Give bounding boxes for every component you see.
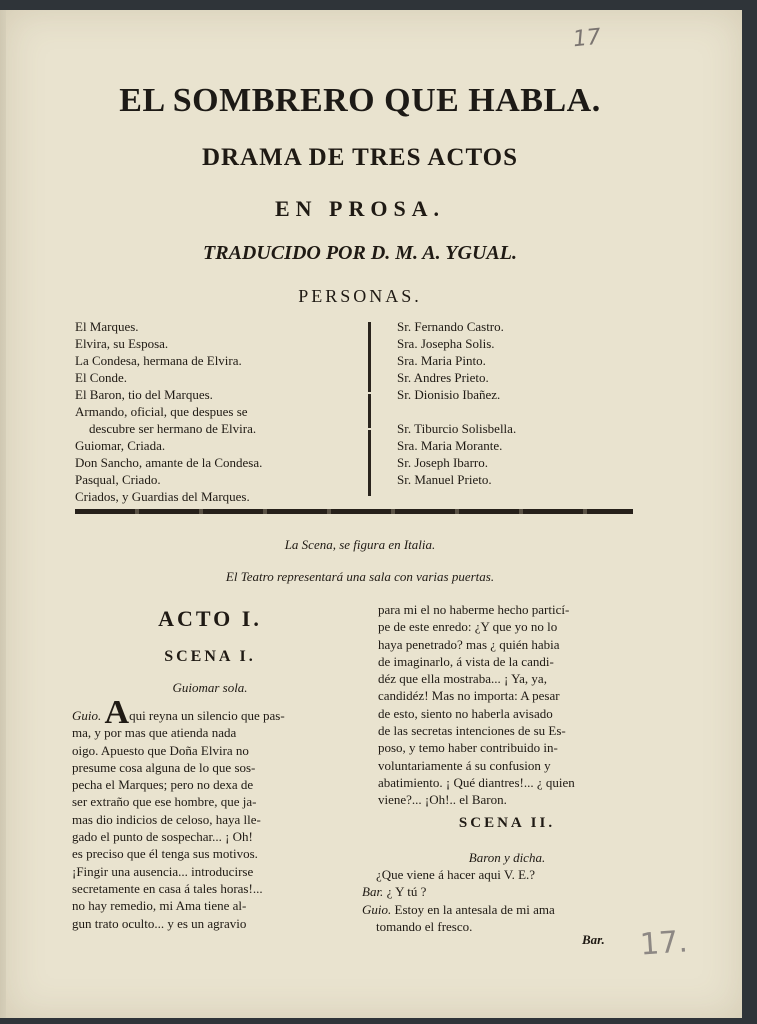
text-line: qui reyna un silencio que pas- xyxy=(129,708,285,723)
scene2-text xyxy=(362,866,637,935)
text-line: pecha el Marques; pero no dexa de xyxy=(72,777,254,793)
scene1-text xyxy=(72,694,347,932)
text-line: candidéz! Mas no importa: A pesar xyxy=(378,688,560,704)
ornamental-rule xyxy=(75,509,633,514)
text-line: presume cosa alguna de lo que sos- xyxy=(72,759,256,775)
text-line: gado el punto de sospechar... ¡ Oh! xyxy=(72,829,253,845)
dialogue-text: ¿Que viene á hacer aqui V. E.? xyxy=(376,867,536,882)
translator-credit: TRADUCIDO POR D. M. A. YGUAL. xyxy=(203,242,517,264)
cast-actor: Sr. Tiburcio Solisbella. xyxy=(397,421,517,436)
text-line: poso, y temo haber contribuido in- xyxy=(378,740,558,756)
text-line: de las secretas intenciones de su Es- xyxy=(378,723,566,739)
scene1-continued xyxy=(378,601,636,809)
scene-setting: La Scena, se figura en Italia. xyxy=(284,537,436,552)
cast-role: Armando, oficial, que despues se xyxy=(75,404,248,419)
play-title: EL SOMBRERO QUE HABLA. xyxy=(119,82,601,119)
text-line: oigo. Apuesto que Doña Elvira no xyxy=(72,742,249,758)
scene-heading: SCENA II. xyxy=(458,815,556,831)
dialogue-line xyxy=(362,866,637,883)
cast-role: Don Sancho, amante de la Condesa. xyxy=(75,455,263,470)
act-heading: ACTO I. xyxy=(158,606,262,631)
cast-role: Elvira, su Esposa. xyxy=(75,336,169,351)
cast-actor: Sr. Fernando Castro. xyxy=(397,319,504,334)
play-form: EN PROSA. xyxy=(274,196,446,221)
cast-brace xyxy=(368,322,371,392)
cast-actor: Sra. Josepha Solis. xyxy=(397,336,495,351)
cast-actor xyxy=(397,403,647,420)
cast-actors xyxy=(397,318,647,488)
cast-actor: Sr. Dionisio Ibañez. xyxy=(397,387,501,402)
dialogue-line xyxy=(362,883,637,900)
speaker-label: Guio. xyxy=(72,708,102,723)
stage-direction: Guiomar sola. xyxy=(172,680,248,695)
text-line: déz que ella mostraba... ¡ Ya, ya, xyxy=(378,671,547,687)
text-line: de imaginarlo, á vista de la candi- xyxy=(378,653,554,669)
dialogue-text: ¿ Y tú ? xyxy=(386,884,427,900)
cast-brace xyxy=(368,430,371,496)
cast-role: Pasqual, Criado. xyxy=(75,472,161,487)
cast-actor: Sra. Maria Pinto. xyxy=(397,353,486,368)
dialogue-text: Estoy en la antesala de mi ama xyxy=(394,901,555,917)
cast-actor: Sr. Andres Prieto. xyxy=(397,370,489,385)
stage-setting: El Teatro representará una sala con varias puertas. xyxy=(225,569,495,584)
folio-number: 17 xyxy=(571,24,603,53)
text-line: no hay remedio, mi Ama tiene al- xyxy=(72,898,247,914)
text-line: ser extraño que ese hombre, que ja- xyxy=(72,794,257,810)
cast-brace xyxy=(368,394,371,428)
text-line: haya penetrado? mas ¿ quién habia xyxy=(378,636,560,652)
cast-role: descubre ser hermano de Elvira. xyxy=(89,421,257,436)
cast-roles xyxy=(75,318,365,505)
cast-role: Guiomar, Criada. xyxy=(75,438,166,453)
text-line: para mi el no haberme hecho particí- xyxy=(378,602,570,617)
catchword: Bar. xyxy=(582,932,605,947)
dialogue-line xyxy=(362,901,637,918)
stage-direction: Baron y dicha. xyxy=(468,850,546,865)
cast-role: La Condesa, hermana de Elvira. xyxy=(75,353,242,368)
cast-actor: Sr. Manuel Prieto. xyxy=(397,472,492,487)
speaker-label: Guio. xyxy=(362,901,392,917)
drop-cap: A xyxy=(104,694,130,731)
cast-actor: Sr. Joseph Ibarro. xyxy=(397,455,488,470)
text-line: voluntariamente á su confusion y xyxy=(378,757,551,773)
text-line: secretamente en casa á tales horas!... xyxy=(72,880,263,896)
cast-heading: PERSONAS. xyxy=(298,286,422,306)
text-line: ma, y por mas que atienda nada xyxy=(72,725,237,741)
speaker-label: Bar. xyxy=(362,884,384,900)
text-line: pe de este enredo: ¿Y que yo no lo xyxy=(378,619,558,635)
scene-heading: SCENA I. xyxy=(164,648,256,665)
text-line: de esto, siento no haberla avisado xyxy=(378,705,553,721)
cast-role: El Marques. xyxy=(75,319,139,334)
text-line: abatimiento. ¡ Qué diantres!... ¿ quien xyxy=(378,774,575,790)
cast-role: El Baron, tio del Marques. xyxy=(75,387,213,402)
play-subtitle: DRAMA DE TRES ACTOS xyxy=(201,144,519,171)
cast-role: El Conde. xyxy=(75,370,127,385)
text-line: gun trato oculto... y es un agravio xyxy=(72,915,247,931)
cast-role: Criados, y Guardias del Marques. xyxy=(75,489,250,504)
text-line: viene?... ¡Oh!.. el Baron. xyxy=(378,792,507,808)
text-line: ¡Fingir una ausencia... introducirse xyxy=(72,863,254,879)
text-line: es preciso que él tenga sus motivos. xyxy=(72,846,258,862)
cast-actor: Sra. Maria Morante. xyxy=(397,438,503,453)
handwritten-folio: 17. xyxy=(638,924,689,963)
text-line: mas dio indicios de celoso, haya lle- xyxy=(72,811,261,827)
dialogue-text: tomando el fresco. xyxy=(376,918,473,934)
